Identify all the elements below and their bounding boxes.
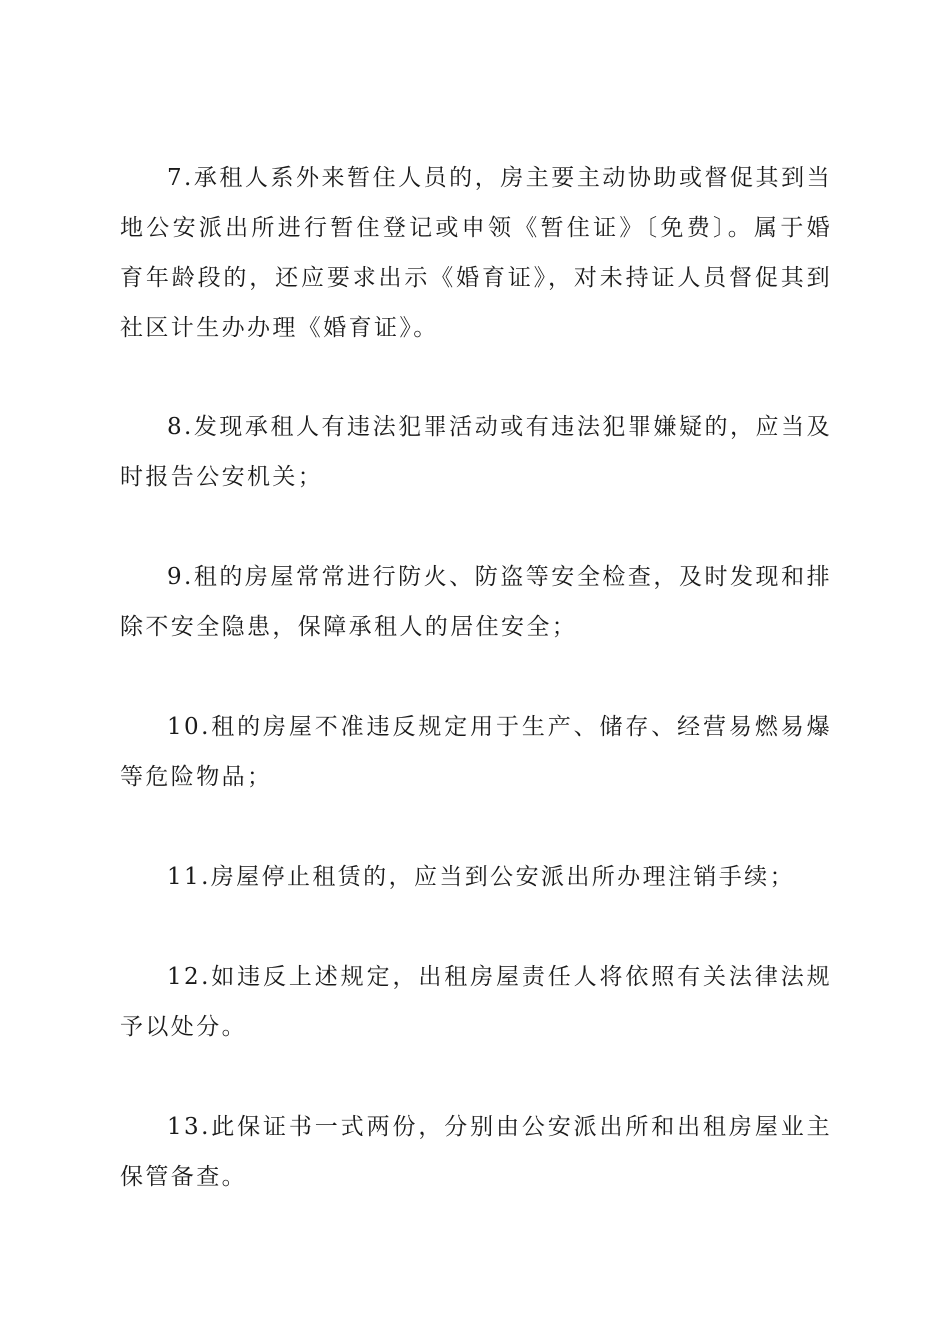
paragraph-item-7: 7.承租人系外来暂住人员的，房主要主动协助或督促其到当地公安派出所进行暂住登记或申领《暂住证》〔免费〕。属于婚育年龄段的，还应要求出示《婚育证》，对未持证人员督促其到社区计生办办理《婚育证》。 bbox=[120, 165, 832, 341]
paragraph-item-13: 13.此保证书一式两份，分别由公安派出所和出租房屋业主保管备查。 bbox=[120, 1114, 832, 1190]
paragraph-item-12: 12.如违反上述规定，出租房屋责任人将依照有关法律法规予以处分。 bbox=[120, 964, 832, 1040]
paragraph-item-9: 9.租的房屋常常进行防火、防盗等安全检查，及时发现和排除不安全隐患，保障承租人的居住安全； bbox=[120, 564, 832, 640]
paragraph-item-10: 10.租的房屋不准违反规定用于生产、储存、经营易燃易爆等危险物品； bbox=[120, 714, 832, 790]
paragraph-item-8: 8.发现承租人有违法犯罪活动或有违法犯罪嫌疑的，应当及时报告公安机关； bbox=[120, 414, 832, 490]
paragraph-item-11: 11.房屋停止租赁的，应当到公安派出所办理注销手续； bbox=[167, 864, 795, 890]
